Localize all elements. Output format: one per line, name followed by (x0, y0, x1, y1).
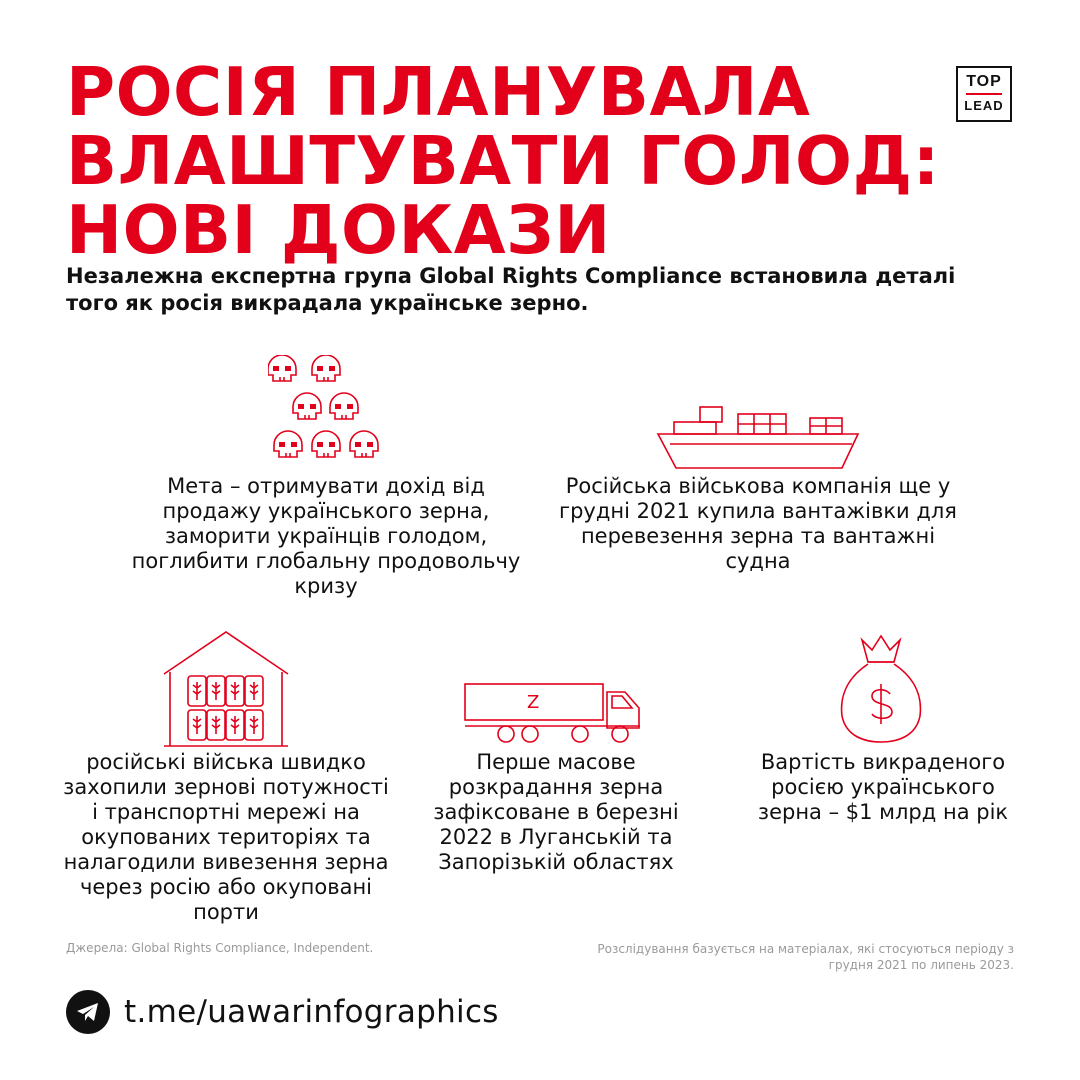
top-lead-logo (956, 66, 1012, 122)
page-title (66, 53, 940, 269)
fact-caption-seizure: російські війська швидко захопили зернові потужності і транспортні мережі на окупованих територіях та налагодили вивезення зерна через росію або окуповані порти (63, 750, 389, 924)
skulls-pyramid-icon (268, 355, 384, 473)
fact-caption-value: Вартість викраденого росією українського зерна – $1 млрд на рік (757, 750, 1009, 824)
period-note: Розслідування базується на матеріалах, які стосуються періоду з грудня 2021 по липень 2023. (597, 942, 1014, 972)
cargo-ship-icon (656, 404, 862, 470)
sources-note: Джерела: Global Rights Compliance, Independent. (66, 941, 374, 955)
z-truck-icon (462, 680, 646, 746)
fact-caption-first-theft: Перше масове розкрадання зерна зафіксоване в березні 2022 в Луганській та Запорізькій областях (433, 750, 679, 874)
telegram-icon (66, 990, 110, 1034)
fact-caption-goal: Мета – отримувати дохід від продажу українського зерна, заморити українців голодом, поглибити глобальну продовольчу кризу (131, 474, 521, 598)
fact-caption-purchase: Російська військова компанія ще у грудні 2021 купила вантажівки для перевезення зерна та вантажні судна (559, 474, 957, 573)
title-line: ВЛАШТУВАТИ ГОЛОД: (66, 122, 940, 200)
telegram-link[interactable] (66, 988, 499, 1036)
subtitle: Незалежна експертна група Global Rights Compliance встановила деталі того як росія викрадала українське зерно. (66, 264, 956, 315)
logo-divider (966, 93, 1002, 95)
telegram-link-text[interactable]: t.me/uawarinfographics (124, 994, 499, 1030)
logo-bottom-text: LEAD (964, 98, 1004, 113)
money-bag-icon (838, 632, 924, 744)
title-line: НОВІ ДОКАЗИ (66, 191, 611, 269)
title-line: РОСІЯ ПЛАНУВАЛА (66, 53, 811, 131)
logo-top-text: TOP (966, 73, 1002, 90)
truck-z-mark: Z (527, 692, 540, 713)
grain-warehouse-icon (162, 630, 290, 748)
